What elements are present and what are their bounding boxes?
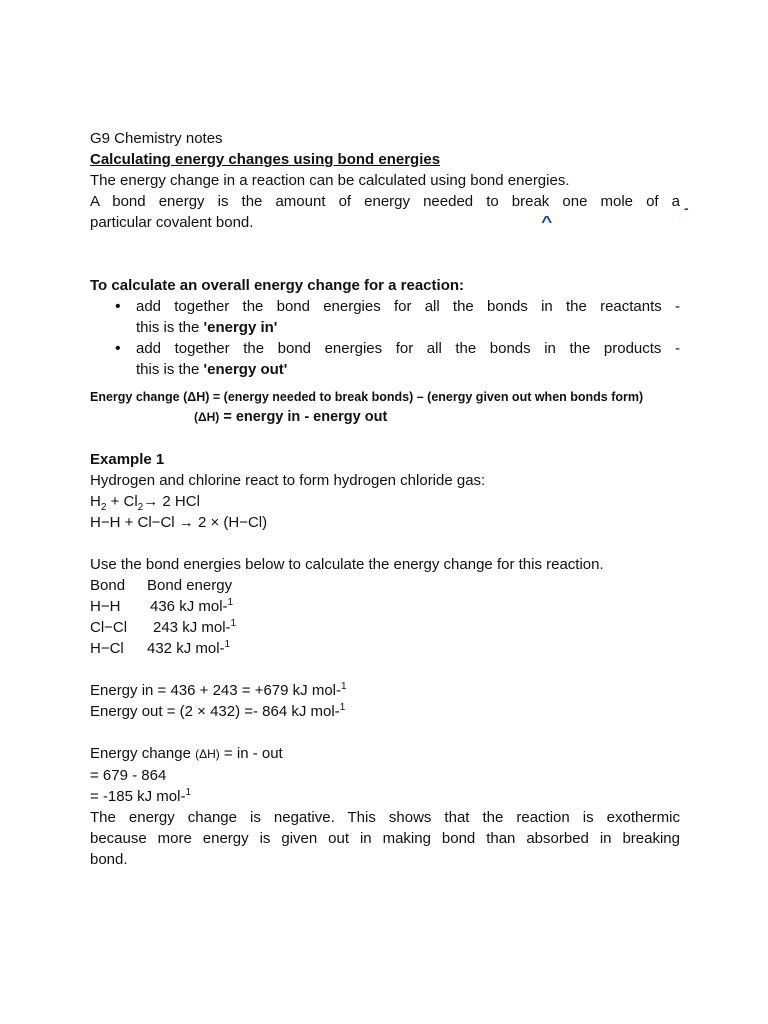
intro-line-2: A bond energy is the amount of energy needed to break one mole of a bbox=[90, 193, 680, 210]
formula-line-2 bbox=[90, 406, 680, 428]
spacer bbox=[90, 722, 680, 743]
change-label: Energy change bbox=[90, 745, 196, 762]
energy-sup: 1 bbox=[230, 618, 237, 629]
energy-out-sup: 1 bbox=[339, 702, 346, 713]
step-1: = 679 - 864 bbox=[90, 767, 167, 784]
table-cell-energy bbox=[147, 596, 236, 617]
energy-in-text: Energy in = 436 + 243 = +679 kJ mol- bbox=[90, 682, 341, 699]
bullet-bold: 'energy out' bbox=[203, 361, 288, 378]
header-text: G9 Chemistry notes bbox=[90, 130, 223, 147]
formula-line-1: Energy change (ΔH) = (energy needed to break bonds) – (energy given out when bonds form) bbox=[90, 390, 644, 404]
table-row bbox=[90, 617, 236, 638]
intro-line-3: particular covalent bond. bbox=[90, 214, 254, 231]
table-header-row bbox=[90, 575, 236, 596]
bullet-prefix: this is the bbox=[136, 319, 204, 336]
bullet-line: • add together the bond energies for all the bonds in the products - bbox=[136, 340, 680, 357]
step-2-text: = -185 kJ mol- bbox=[90, 788, 186, 805]
eq-plus: + Cl bbox=[106, 493, 138, 510]
handwritten-caret-mark: ^ bbox=[541, 214, 553, 231]
use-line: Use the bond energies below to calculate the energy change for this reaction. bbox=[90, 556, 604, 573]
calc-heading: To calculate an overall energy change for a reaction: bbox=[90, 277, 465, 294]
table-header-cell: Bond bbox=[90, 577, 126, 594]
bullet-list bbox=[90, 296, 680, 380]
energy-value: 243 kJ mol- bbox=[153, 619, 231, 636]
handwritten-dash-mark: - bbox=[684, 200, 689, 216]
energy-value: 436 kJ mol- bbox=[150, 598, 228, 615]
eq-sub: 2 bbox=[137, 502, 144, 513]
conclusion-line-1: The energy change is negative. This shows that the reaction is exothermic bbox=[90, 809, 680, 826]
bullet-bold: 'energy in' bbox=[203, 319, 278, 336]
equation-2: H−H + Cl−Cl → 2 × (H−Cl) bbox=[90, 514, 268, 531]
eq-sub: 2 bbox=[100, 502, 107, 513]
formula-rest: = energy in - energy out bbox=[219, 409, 388, 425]
eq-h: H bbox=[90, 493, 101, 510]
step-2 bbox=[90, 786, 680, 807]
bullet-line bbox=[136, 317, 680, 338]
spacer bbox=[90, 428, 680, 449]
formula-paren: (ΔH) bbox=[194, 410, 220, 424]
spacer bbox=[90, 533, 680, 554]
energy-in-sup: 1 bbox=[341, 681, 347, 692]
table-header-cell: Bond energy bbox=[147, 577, 233, 594]
example-line-1: Hydrogen and chlorine react to form hydrogen chloride gas: bbox=[90, 472, 486, 489]
step-2-sup: 1 bbox=[185, 787, 192, 798]
energy-in-line bbox=[90, 680, 680, 701]
list-item bbox=[90, 296, 680, 338]
bullet-line bbox=[136, 359, 680, 380]
table-cell-bond: Cl−Cl bbox=[90, 619, 128, 636]
table-cell-energy bbox=[147, 617, 236, 638]
bullet-prefix: this is the bbox=[136, 361, 204, 378]
equation-1 bbox=[90, 491, 680, 512]
intro-line-1: The energy change in a reaction can be calculated using bond energies. bbox=[90, 172, 570, 189]
spacer bbox=[90, 659, 680, 680]
document-page bbox=[90, 128, 680, 870]
bond-energy-table bbox=[90, 575, 236, 659]
example-heading: Example 1 bbox=[90, 451, 165, 468]
energy-change-line bbox=[90, 743, 680, 765]
list-item bbox=[90, 338, 680, 380]
bullet-line: • add together the bond energies for all the bonds in the reactants - bbox=[136, 298, 680, 315]
energy-sup: 1 bbox=[224, 639, 231, 650]
change-paren: (ΔH) bbox=[195, 747, 220, 761]
table-cell-bond: H−Cl bbox=[90, 640, 124, 657]
table-row bbox=[90, 638, 236, 659]
page-title: Calculating energy changes using bond energies bbox=[90, 151, 441, 168]
change-rest: = in - out bbox=[219, 745, 283, 762]
energy-value: 432 kJ mol- bbox=[147, 640, 225, 657]
energy-out-line bbox=[90, 701, 680, 722]
table-cell-bond: H−H bbox=[90, 598, 121, 615]
energy-out-text: Energy out = (2 × 432) =- 864 kJ mol- bbox=[90, 703, 340, 720]
eq-arrow: → 2 HCl bbox=[143, 493, 200, 510]
energy-sup: 1 bbox=[227, 597, 234, 608]
table-row bbox=[90, 596, 236, 617]
spacer bbox=[90, 233, 680, 275]
conclusion-line-3: bond. bbox=[90, 851, 128, 868]
table-cell-energy bbox=[147, 638, 236, 659]
conclusion-line-2: because more energy is given out in making bond than absorbed in breaking bbox=[90, 830, 680, 847]
